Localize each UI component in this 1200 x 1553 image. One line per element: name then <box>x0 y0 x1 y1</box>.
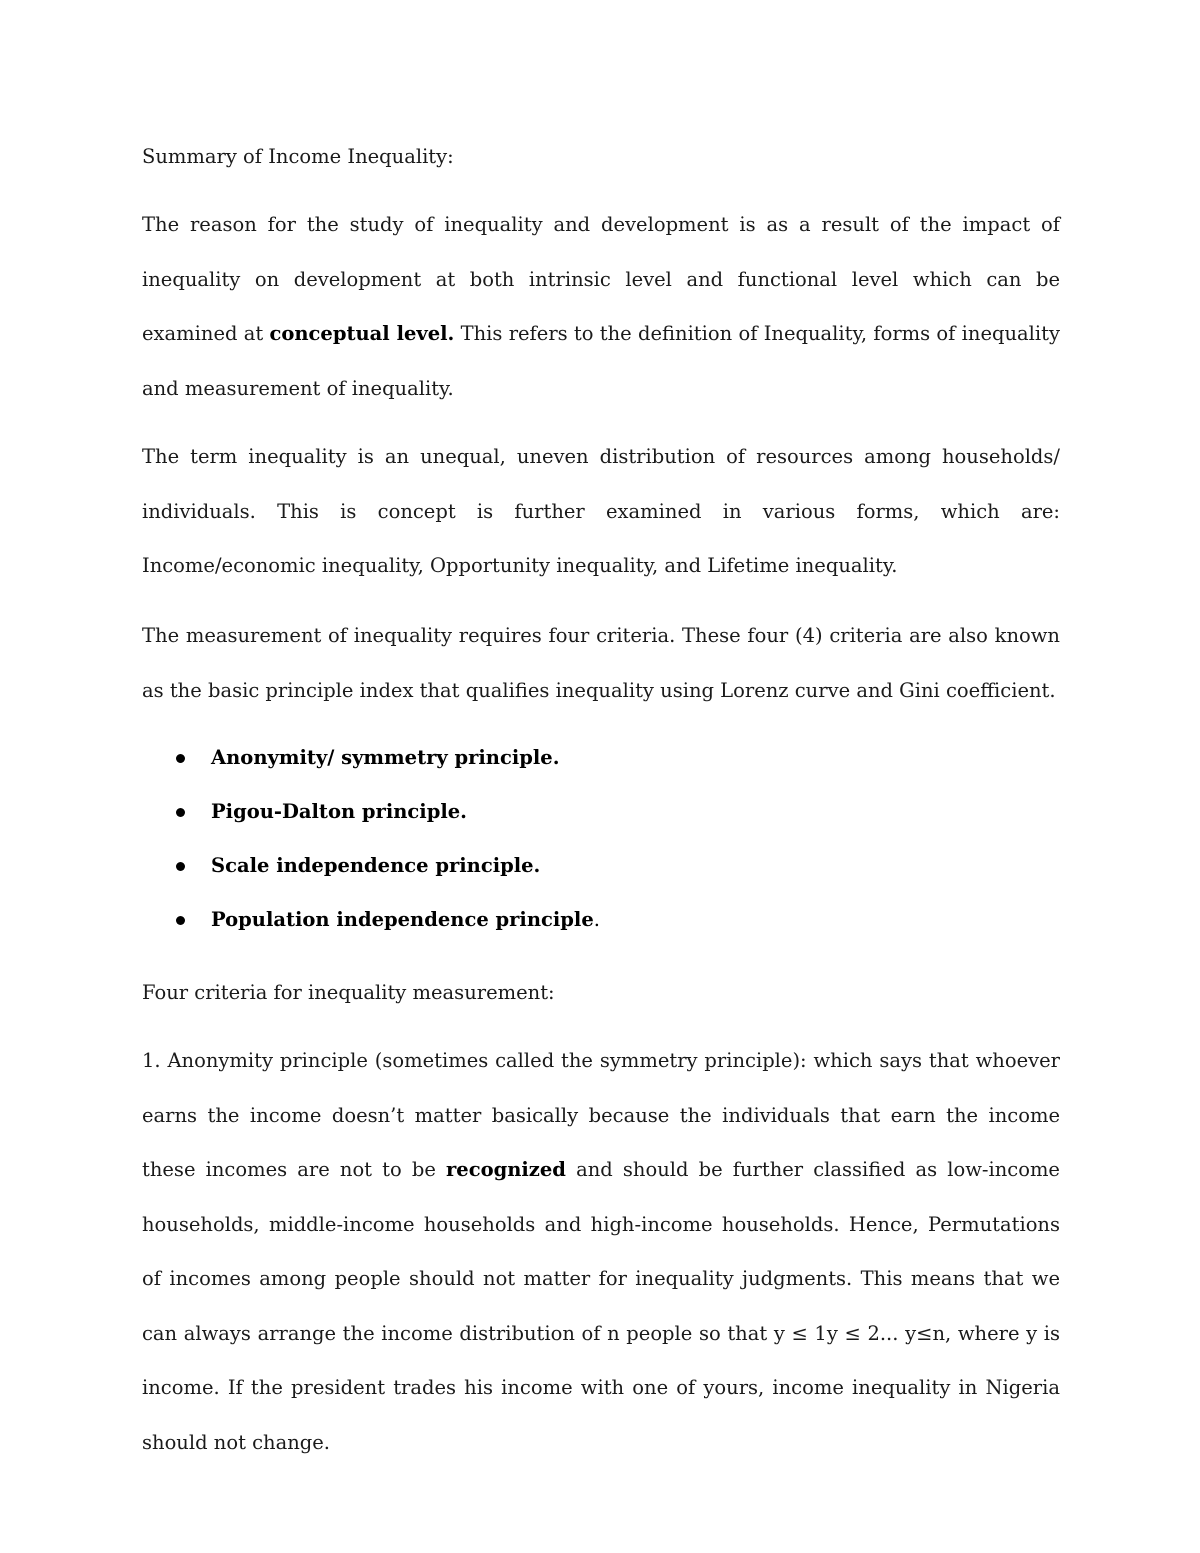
list-item: Pigou-Dalton principle. <box>142 785 1060 839</box>
paragraph-anonymity-text-1: 1. Anonymity principle (sometimes called the symmetry principle): which says that whoever earns the income doesn’t matter basically because the individuals that earn the income these incomes are not to be <box>142 1049 1060 1181</box>
paragraph-intro-text-2: This refers to the definition of Inequality, forms of inequality and measurement of inequality. <box>142 322 1060 400</box>
paragraph-intro-text-1: The reason for the study of inequality and development is as a result of the impact of inequality on development at both intrinsic level and functional level which can be examined at <box>142 213 1060 345</box>
list-item: Anonymity/ symmetry principle. <box>142 731 1060 785</box>
paragraph-definition: The term inequality is an unequal, uneven distribution of resources among households/ individuals. This is concept is further examined in various forms, which are: Income/economic inequality, Opportunity inequality, and Lifetime inequality. <box>142 445 1060 577</box>
bullet-icon <box>176 808 185 817</box>
paragraph-intro-bold: conceptual level. <box>269 322 455 345</box>
bullet-icon <box>176 754 185 763</box>
bullet-icon <box>176 862 185 871</box>
paragraph-measurement: The measurement of inequality requires four criteria. These four (4) criteria are also known as the basic principle index that qualifies inequality using Lorenz curve and Gini coefficient. <box>142 624 1060 702</box>
bullet-icon <box>176 916 185 925</box>
paragraph-intro <box>142 198 1060 416</box>
list-item: Scale independence principle. <box>142 839 1060 893</box>
paragraph-anonymity-text-2: and should be further classified as low-income households, middle-income households and high-income households. Hence, Permutations of incomes among people should not matter for inequality judgments. This means that we can always arrange the income distribution of n people so that y ≤ 1y ≤ 2... y≤n, where y is income. If the president trades his income with one of yours, income inequality in Nigeria should not change. <box>142 1158 1060 1454</box>
paragraph-anonymity <box>142 1034 1060 1470</box>
principle-list <box>142 731 1060 947</box>
criteria-heading: Four criteria for inequality measurement: <box>142 981 555 1004</box>
list-item: Population independence principle. <box>142 893 1060 947</box>
document-title: Summary of Income Inequality: <box>142 145 454 168</box>
paragraph-anonymity-bold: recognized <box>446 1158 566 1181</box>
